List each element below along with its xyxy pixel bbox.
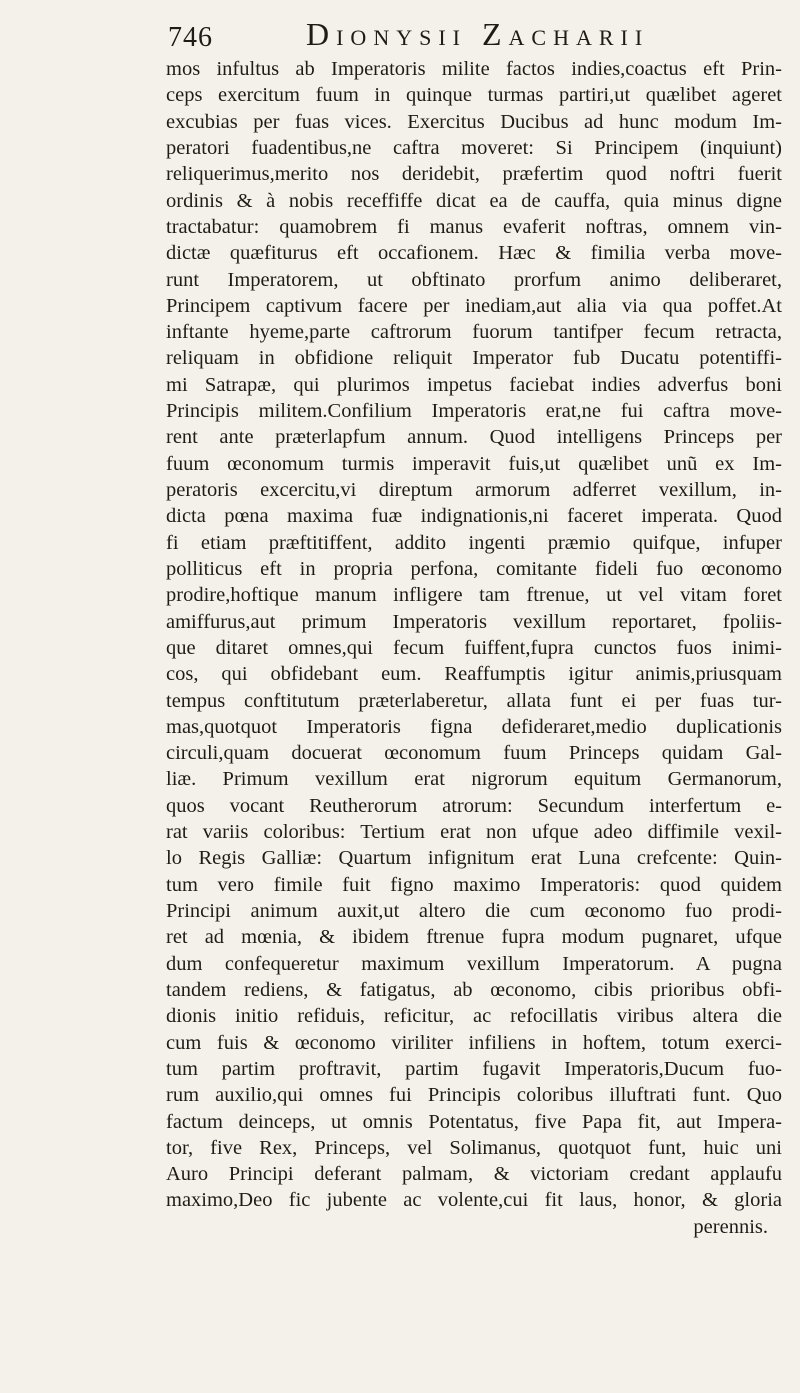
text-line: reliquerimus,merito nos deridebit, præfertim quod noftri fuerit: [166, 163, 782, 186]
text-line: tandem rediens, & fatigatus, ab œconomo, cibis prioribus obfi-: [166, 978, 782, 1001]
text-line: mos infultus ab Imperatoris milite factos indies,coactus eft Prin-: [166, 58, 782, 80]
text-line: tractabatur: quamobrem fi manus evaferit noftras, omnem vin-: [166, 215, 782, 238]
text-line: rent ante præterlapfum annum. Quod intelligens Princeps per: [166, 426, 782, 449]
text-line: lo Regis Galliæ: Quartum infignitum erat Luna crefcente: Quin-: [166, 847, 782, 870]
text-line: mas,quotquot Imperatoris figna defideraret,medio duplicationis: [166, 715, 782, 738]
text-line: Principi animum auxit,ut altero die cum œconomo fuo prodi-: [166, 900, 782, 922]
text-line: liæ. Primum vexillum erat nigrorum equitum Germanorum,: [166, 768, 782, 791]
text-line: que ditaret omnes,qui fecum fuiffent,fupra cunctos fuos inimi-: [166, 636, 782, 659]
text-line: circuli,quam docuerat œconomum fuum Princeps quidam Gal-: [166, 742, 782, 765]
text-line: peratori fuadentibus,ne caftra moveret: Si Principem (inquiunt): [166, 136, 782, 159]
text-line: cum fuis & œconomo viriliter infiliens in hoftem, totum exerci-: [166, 1031, 782, 1054]
text-line: prodire,hoftique manum infligere tam ftrenue, ut vel vitam foret: [166, 584, 782, 607]
text-line: dicta pœna maxima fuæ indignationis,ni faceret imperata. Quod: [166, 505, 782, 528]
text-line: perennis.: [693, 1215, 768, 1238]
text-line: quos vocant Reutherorum atrorum: Secundum interfertum e-: [166, 794, 782, 817]
page-number: 746: [168, 22, 213, 53]
text-line: fi etiam præftitiffent, addito ingenti præmio quifque, infuper: [166, 531, 782, 554]
text-line: inftante hyeme,parte caftrorum fuorum tantifper fecum retracta,: [166, 321, 782, 344]
text-line: tum partim proftravit, partim fugavit Imperatoris,Ducum fuo-: [166, 1057, 782, 1080]
text-line: rat variis coloribus: Tertium erat non ufque adeo diffimile vexil-: [166, 821, 782, 844]
text-line: dictæ quæfiturus eft occafionem. Hæc & fimilia verba move-: [166, 242, 782, 265]
text-line: amiffurus,aut primum Imperatoris vexillum reportaret, fpoliis-: [166, 610, 782, 633]
text-line: polliticus eft in propria perfona, comitante fideli fuo œconomo: [166, 557, 782, 580]
page-header: [168, 14, 768, 54]
text-line: cos, qui obfidebant eum. Reaffumptis igitur animis,priusquam: [166, 663, 782, 686]
running-head: Dionysii Zacharii: [306, 16, 650, 52]
text-line: maximo,Deo fic jubente ac volente,cui fit laus, honor, & gloria: [166, 1189, 782, 1212]
text-line: factum deinceps, ut omnis Potentatus, five Papa fit, aut Impera-: [166, 1110, 782, 1133]
text-line: tor, five Rex, Princeps, vel Solimanus, quotquot funt, huic uni: [166, 1136, 782, 1159]
text-line: runt Imperatorem, ut obftinato prorfum animo deliberaret,: [166, 268, 782, 291]
text-line: Auro Principi deferant palmam, & victoriam credant applaufu: [166, 1163, 782, 1186]
body-text: [166, 56, 782, 1240]
text-line: dionis initio refiduis, reficitur, ac refocillatis viribus altera die: [166, 1005, 782, 1028]
text-line: reliquam in obfidione reliquit Imperator fub Ducatu potentiffi-: [166, 347, 782, 370]
text-line: ordinis & à nobis receffiffe dicat ea de cauffa, quia minus digne: [166, 189, 782, 212]
text-line: peratoris excercitu,vi direptum armorum adferret vexillum, in-: [166, 479, 782, 501]
text-line: ret ad mœnia, & ibidem ftrenue fupra modum pugnaret, ufque: [166, 926, 782, 949]
text-line: mi Satrapæ, qui plurimos impetus faciebat indies adverfus boni: [166, 373, 782, 396]
text-line: tum vero fimile fuit figno maximo Imperatoris: quod quidem: [166, 873, 782, 896]
text-line: Principis militem.Confilium Imperatoris erat,ne fui caftra move-: [166, 400, 782, 423]
text-line: rum auxilio,qui omnes fui Principis coloribus illuftrati funt. Quo: [166, 1084, 782, 1107]
text-line: excubias per fuas vices. Exercitus Ducibus ad hunc modum Im-: [166, 110, 782, 133]
text-line: Principem captivum facere per inediam,aut alia via qua poffet.At: [166, 294, 782, 317]
text-line: dum confequeretur maximum vexillum Imperatorum. A pugna: [166, 952, 782, 975]
text-line: fuum œconomum turmis imperavit fuis,ut quælibet unũ ex Im-: [166, 452, 782, 475]
text-line: ceps exercitum fuum in quinque turmas partiri,ut quælibet ageret: [166, 84, 782, 107]
text-line: tempus conftitutum præterlaberetur, allata funt ei per fuas tur-: [166, 689, 782, 712]
